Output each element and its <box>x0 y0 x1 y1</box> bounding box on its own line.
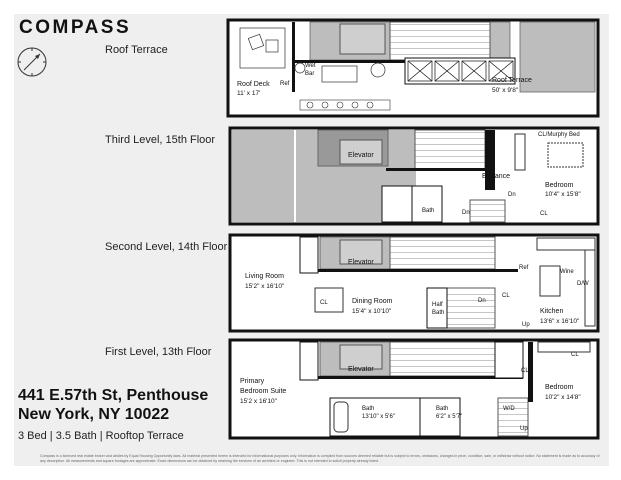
dw-label: D/W <box>577 281 589 287</box>
bath-1b-dims: 6'2" x 5'7" <box>436 414 463 420</box>
dn-3b-label: Dn <box>462 210 470 216</box>
cl-1a-label: CL <box>571 352 579 358</box>
roof-ref-label: Ref <box>280 81 290 87</box>
cl-2a-label: CL <box>320 300 328 306</box>
dn-3a-label: Dn <box>508 192 516 198</box>
dn-2-label: Dn <box>478 298 486 304</box>
third-level-plan <box>230 128 598 224</box>
bath-1a-name: Bath <box>362 406 375 412</box>
bath-1b-name: Bath <box>436 406 449 412</box>
half-bath-label-1: Half <box>432 302 443 308</box>
level-label-roof: Roof Terrace <box>105 44 168 56</box>
up-1-label: Up <box>520 426 528 432</box>
entrance-label: Entrance <box>482 173 511 180</box>
elevator-2-label: Elevator <box>348 259 374 266</box>
wd-label: W/D <box>503 406 515 412</box>
half-bath-label-2: Bath <box>432 310 445 316</box>
level-label-third: Third Level, 15th Floor <box>105 134 216 146</box>
roof-terrace-dims: 50' x 9'8" <box>492 87 519 94</box>
kitchen-name: Kitchen <box>540 308 564 315</box>
wet-bar-label-2: Bar <box>305 71 315 77</box>
elevator-3-label: Elevator <box>348 152 374 159</box>
living-room-name: Living Room <box>245 273 284 280</box>
roof-deck-name: Roof Deck <box>237 81 270 88</box>
bedroom-1-dims: 10'2" x 14'8" <box>545 394 581 401</box>
roof-plan <box>228 20 598 116</box>
bath-1a-dims: 13'10" x 5'6" <box>362 414 395 420</box>
primary-suite-line-2: Bedroom Suite <box>240 388 287 395</box>
address-line-2: New York, NY 10022 <box>18 406 170 423</box>
bedroom-3-dims: 10'4" x 15'8" <box>545 191 581 198</box>
roof-deck-dims: 11' x 17' <box>237 90 261 97</box>
dining-room-dims: 15'4" x 10'10" <box>352 308 392 315</box>
up-2-label: Up <box>522 322 530 328</box>
kitchen-dims: 13'6" x 16'10" <box>540 318 580 325</box>
bedroom-1-name: Bedroom <box>545 384 574 391</box>
cl-2b-label: CL <box>502 293 510 299</box>
wine-label: Wine <box>560 269 574 275</box>
disclaimer: Compass is a licensed real estate broker and abides by Equal Housing Opportunity laws. All material presented herein is intended for informational purposes only. Information is compiled from sources deemed reliable but is subject to errors, omissions, changes in price, condition, sale, or withdraw without notice. No statement is made as to accuracy of any description. All measurements and square footages are approximate. Exact dimensions can be obtained by retaining the services of an architect or engineer. This is not intended to solicit property already listed. <box>40 454 600 463</box>
primary-suite-line-1: Primary <box>240 378 265 385</box>
listing-summary: 3 Bed | 3.5 Bath | Rooftop Terrace <box>18 430 184 442</box>
second-level-plan <box>230 235 598 331</box>
bedroom-3-name: Bedroom <box>545 182 574 189</box>
primary-suite-dims: 15'2 x 16'10" <box>240 398 277 405</box>
dining-room-name: Dining Room <box>352 298 393 305</box>
elevator-1-label: Elevator <box>348 366 374 373</box>
address-line-1: 441 E.57th St, Penthouse <box>18 387 209 404</box>
ref-2-label: Ref <box>519 265 529 271</box>
cl-1b-label: CL <box>521 368 529 374</box>
living-room-dims: 15'2" x 16'10" <box>245 283 285 290</box>
compass-logo: COMPASS <box>19 17 132 38</box>
level-label-first: First Level, 13th Floor <box>105 346 212 358</box>
first-level-plan <box>230 340 598 438</box>
cl-3-label: CL <box>540 211 548 217</box>
wet-bar-label-1: Wet <box>305 63 316 69</box>
bath-3-label: Bath <box>422 208 435 214</box>
level-label-second: Second Level, 14th Floor <box>105 241 228 253</box>
roof-terrace-name: Roof Terrace <box>492 77 532 84</box>
cl-murphy-label: CL/Murphy Bed <box>538 132 580 138</box>
